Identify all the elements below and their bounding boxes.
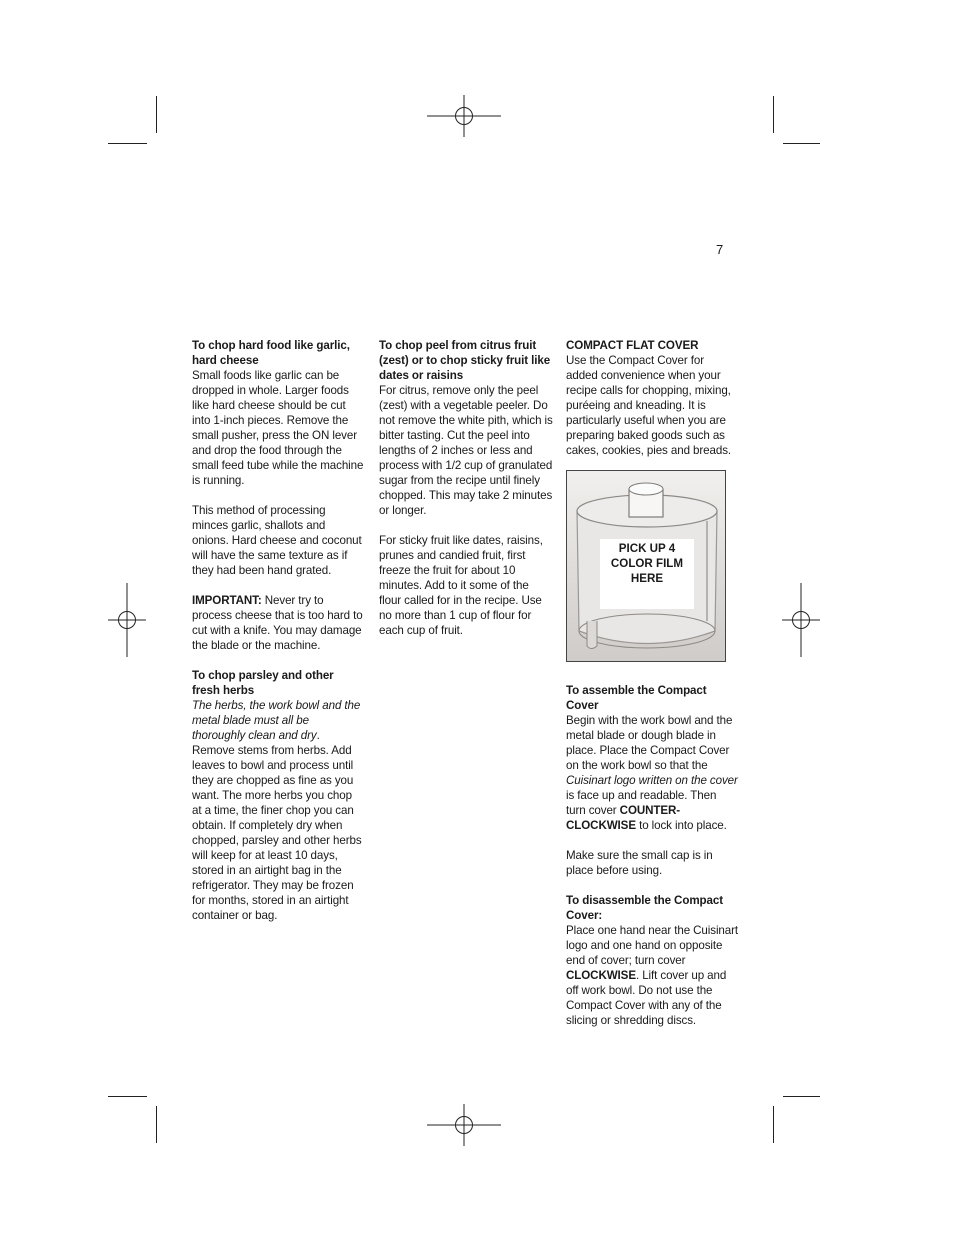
- paragraph: For citrus, remove only the peel (zest) with a vegetable peeler. Do not remove the white pith, which is bitter tasting. Cut the peel into lengths of 2 inches or less and process with 1/2 cup of granulated sugar from the recipe until finely chopped. This may take 2 minutes or longer.: [379, 384, 553, 517]
- paragraph: Use the Compact Cover for added convenience when your recipe calls for chopping, mixing, puréeing and kneading. It is particularly useful when you are preparing baked goods such as cakes, cookies, pies and breads.: [566, 354, 732, 457]
- crop-mark: [108, 143, 147, 144]
- section-heading-herbs: To chop parsley and other fresh herbs: [192, 669, 334, 697]
- column-3-lower: [566, 683, 738, 1043]
- paragraph: Small foods like garlic can be dropped in whole. Larger foods like hard cheese should be cut into 1-inch pieces. Remove the small pusher, press the ON lever and drop the food through the small feed tube while the machine is running.: [192, 369, 364, 487]
- section-heading-hard-food: To chop hard food like garlic, hard cheese: [192, 339, 350, 367]
- crop-mark: [773, 1106, 774, 1143]
- assemble-text: is face up and readable. Then turn cover: [566, 789, 717, 817]
- important-label: IMPORTANT:: [192, 594, 262, 607]
- column-1: [192, 338, 364, 938]
- assemble-text: Begin with the work bowl and the metal blade or dough blade in place. Place the Compact Cover on the work bowl so that the: [566, 714, 733, 772]
- registration-mark-bottom: [427, 1088, 501, 1162]
- disassemble-text: Place one hand near the Cuisinart logo and one hand on opposite end of cover; turn cover: [566, 924, 739, 967]
- registration-mark-right: [764, 583, 838, 657]
- crop-mark: [773, 96, 774, 133]
- photo-placeholder-label: PICK UP 4 COLOR FILM HERE: [600, 539, 694, 609]
- product-photo-compact-cover: [566, 470, 726, 662]
- registration-mark-left: [90, 583, 164, 657]
- column-3: [566, 338, 738, 473]
- assemble-text: to lock into place.: [635, 819, 727, 832]
- crop-mark: [108, 1096, 147, 1097]
- section-heading-compact-cover: COMPACT FLAT COVER: [566, 339, 699, 352]
- section-heading-citrus: To chop peel from citrus fruit (zest) or to chop sticky fruit like dates or raisins: [379, 339, 551, 382]
- assemble-italic-text: Cuisinart logo written on the cover: [566, 774, 738, 787]
- crop-mark: [156, 1106, 157, 1143]
- paragraph: For sticky fruit like dates, raisins, prunes and candied fruit, first freeze the fruit for about 10 minutes. Add to it some of the flour called for in the recipe. Use no more than 1 cup of flour for each cup of fruit.: [379, 534, 543, 637]
- crop-mark: [783, 143, 820, 144]
- crop-mark: [783, 1096, 820, 1097]
- herbs-text: . Remove stems from herbs. Add leaves to bowl and process until they are chopped as fine as you want. The more herbs you chop at a time, the finer chop you can obtain. If completely dry when chopped, parsley and other herbs will keep for at least 10 days, stored in an airtight bag in the refrigerator. They may be frozen for months, stored in an airtight container or bag.: [192, 729, 362, 922]
- crop-mark: [156, 96, 157, 133]
- herbs-italic-text: The herbs, the work bowl and the metal blade must all be thoroughly clean and dry: [192, 699, 361, 742]
- page-number: 7: [716, 242, 724, 257]
- section-heading-assemble: To assemble the Compact Cover: [566, 684, 707, 712]
- paragraph: Make sure the small cap is in place before using.: [566, 849, 713, 877]
- disassemble-bold-text: CLOCKWISE: [566, 969, 636, 982]
- disassemble-text: . Lift cover up and off work bowl. Do not use the Compact Cover with any of the slicing or shredding discs.: [566, 969, 727, 1027]
- important-text: Never try to process cheese that is too hard to cut with a knife. You may damage the blade or the machine.: [192, 594, 363, 652]
- assemble-bold-text: COUNTER-CLOCKWISE: [566, 804, 681, 832]
- column-2: [379, 338, 553, 653]
- registration-mark-top: [427, 79, 501, 153]
- section-heading-disassemble: To disassemble the Compact Cover:: [566, 894, 723, 922]
- paragraph: This method of processing minces garlic, shallots and onions. Hard cheese and coconut will have the same texture as if they had been hand grated.: [192, 504, 362, 577]
